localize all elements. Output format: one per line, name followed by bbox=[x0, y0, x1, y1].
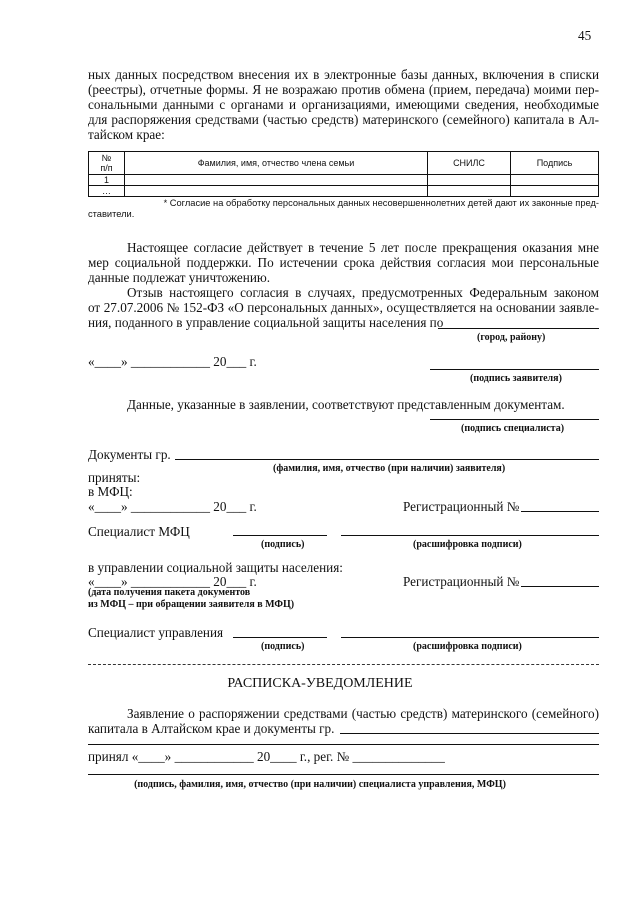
col-name-header: Фамилия, имя, отчество члена семьи bbox=[125, 152, 428, 175]
city-caption: (город, району) bbox=[477, 332, 546, 343]
table-row: … bbox=[89, 186, 599, 197]
footnote-line-2: ставители. bbox=[88, 209, 135, 219]
specialist-dept-decoding-caption: (расшифровка подписи) bbox=[413, 641, 522, 652]
verification-text: Данные, указанные в заявлении, соответствуют представленным документам. bbox=[127, 397, 565, 412]
family-table bbox=[88, 151, 599, 197]
specialist-dept-decoding-field[interactable] bbox=[341, 637, 599, 638]
documents-in-mfc: в МФЦ: bbox=[88, 484, 133, 499]
mfc-date[interactable]: «____» ____________ 20___ г. bbox=[88, 499, 257, 514]
validity-line-3: данные подлежат уничтожению. bbox=[88, 270, 271, 285]
validity-line-1: Настоящее согласие действует в течение 5 лет после прекращения оказания мне bbox=[127, 240, 599, 255]
intro-line-4: для распоряжения средствами (частью средств) материнского (семейного) капитала в Ал- bbox=[88, 112, 599, 127]
applicant-signature-field[interactable] bbox=[430, 369, 599, 370]
specialist-mfc-decoding-caption: (расшифровка подписи) bbox=[413, 539, 522, 550]
withdrawal-line-2: от 27.07.2006 № 152-ФЗ «О персональных данных», осуществляется на основании заявле- bbox=[88, 300, 599, 315]
applicant-signature-caption: (подпись заявителя) bbox=[470, 373, 562, 384]
specialist-dept-signature-field[interactable] bbox=[233, 637, 327, 638]
specialist-dept-label: Специалист управления bbox=[88, 625, 224, 640]
receipt-title: РАСПИСКА-УВЕДОМЛЕНИЕ bbox=[227, 676, 413, 691]
receipt-line-2: капитала в Алтайском крае и документы гр. bbox=[88, 721, 335, 736]
social-protection-date[interactable]: «____» ____________ 20___ г. bbox=[88, 574, 257, 589]
withdrawal-line-1: Отзыв настоящего согласия в случаях, предусмотренных Федеральным законом bbox=[127, 285, 599, 300]
specialist-dept-signature-caption: (подпись) bbox=[261, 641, 305, 652]
mfc-reg-label: Регистрационный № bbox=[403, 499, 520, 514]
intro-line-3: сональными данными с органами и организациями, имеющими сведения, необходимые bbox=[88, 97, 599, 112]
validity-line-2: мер социальной поддержки. По истечении срока действия согласия мои персональные bbox=[88, 255, 599, 270]
specialist-mfc-decoding-field[interactable] bbox=[341, 535, 599, 536]
applicant-name-caption: (фамилия, имя, отчество (при наличии) заявителя) bbox=[273, 463, 506, 474]
receipt-separator-line bbox=[88, 744, 599, 745]
date-caption-line-1: (дата получения пакета документов bbox=[88, 587, 251, 598]
cut-line bbox=[88, 664, 599, 665]
receipt-line-1: Заявление о распоряжении средствами (частью средств) материнского (семейного) bbox=[127, 706, 599, 721]
receipt-caption: (подпись, фамилия, имя, отчество (при наличии) специалиста управления, МФЦ) bbox=[134, 779, 506, 790]
social-protection-reg-field[interactable] bbox=[521, 586, 599, 587]
mfc-reg-field[interactable] bbox=[521, 511, 599, 512]
intro-line-2: (реестры), отчетные формы. Я не возражаю против обмена (прием, передача) моими пер- bbox=[88, 82, 599, 97]
specialist-signature-caption: (подпись специалиста) bbox=[461, 423, 565, 434]
col-snils-header: СНИЛС bbox=[428, 152, 511, 175]
documents-label: Документы гр. bbox=[88, 447, 171, 462]
receipt-name-field[interactable] bbox=[340, 733, 599, 734]
page-number: 45 bbox=[578, 28, 592, 43]
specialist-signature-field[interactable] bbox=[430, 419, 599, 420]
date-caption-line-2: из МФЦ – при обращении заявителя в МФЦ) bbox=[88, 599, 295, 610]
col-signature-header: Подпись bbox=[511, 152, 599, 175]
social-protection-reg-label: Регистрационный № bbox=[403, 574, 520, 589]
intro-line-1: ных данных посредством внесения их в электронные базы данных, включения в списки bbox=[88, 67, 599, 82]
col-number-header: № п/п bbox=[89, 152, 125, 175]
receipt-signature-line[interactable] bbox=[88, 774, 599, 775]
applicant-date[interactable]: «____» ____________ 20___ г. bbox=[88, 354, 257, 369]
specialist-mfc-label: Специалист МФЦ bbox=[88, 524, 190, 539]
footnote-line-1: * Согласие на обработку персональных данных несовершеннолетних детей дают их законные пред- bbox=[163, 198, 599, 208]
city-field[interactable] bbox=[438, 328, 599, 329]
receipt-accepted[interactable]: принял «____» ____________ 20____ г., рег. № ______________ bbox=[88, 749, 445, 764]
social-protection-label: в управлении социальной защиты населения: bbox=[88, 560, 343, 575]
specialist-mfc-signature-field[interactable] bbox=[233, 535, 327, 536]
intro-line-5: тайском крае: bbox=[88, 127, 165, 142]
documents-accepted: приняты: bbox=[88, 470, 141, 485]
applicant-name-field[interactable] bbox=[175, 459, 599, 460]
withdrawal-line-3: ния, поданного в управление социальной защиты населения по bbox=[88, 315, 444, 330]
table-row: 1 bbox=[89, 175, 599, 186]
specialist-mfc-signature-caption: (подпись) bbox=[261, 539, 305, 550]
